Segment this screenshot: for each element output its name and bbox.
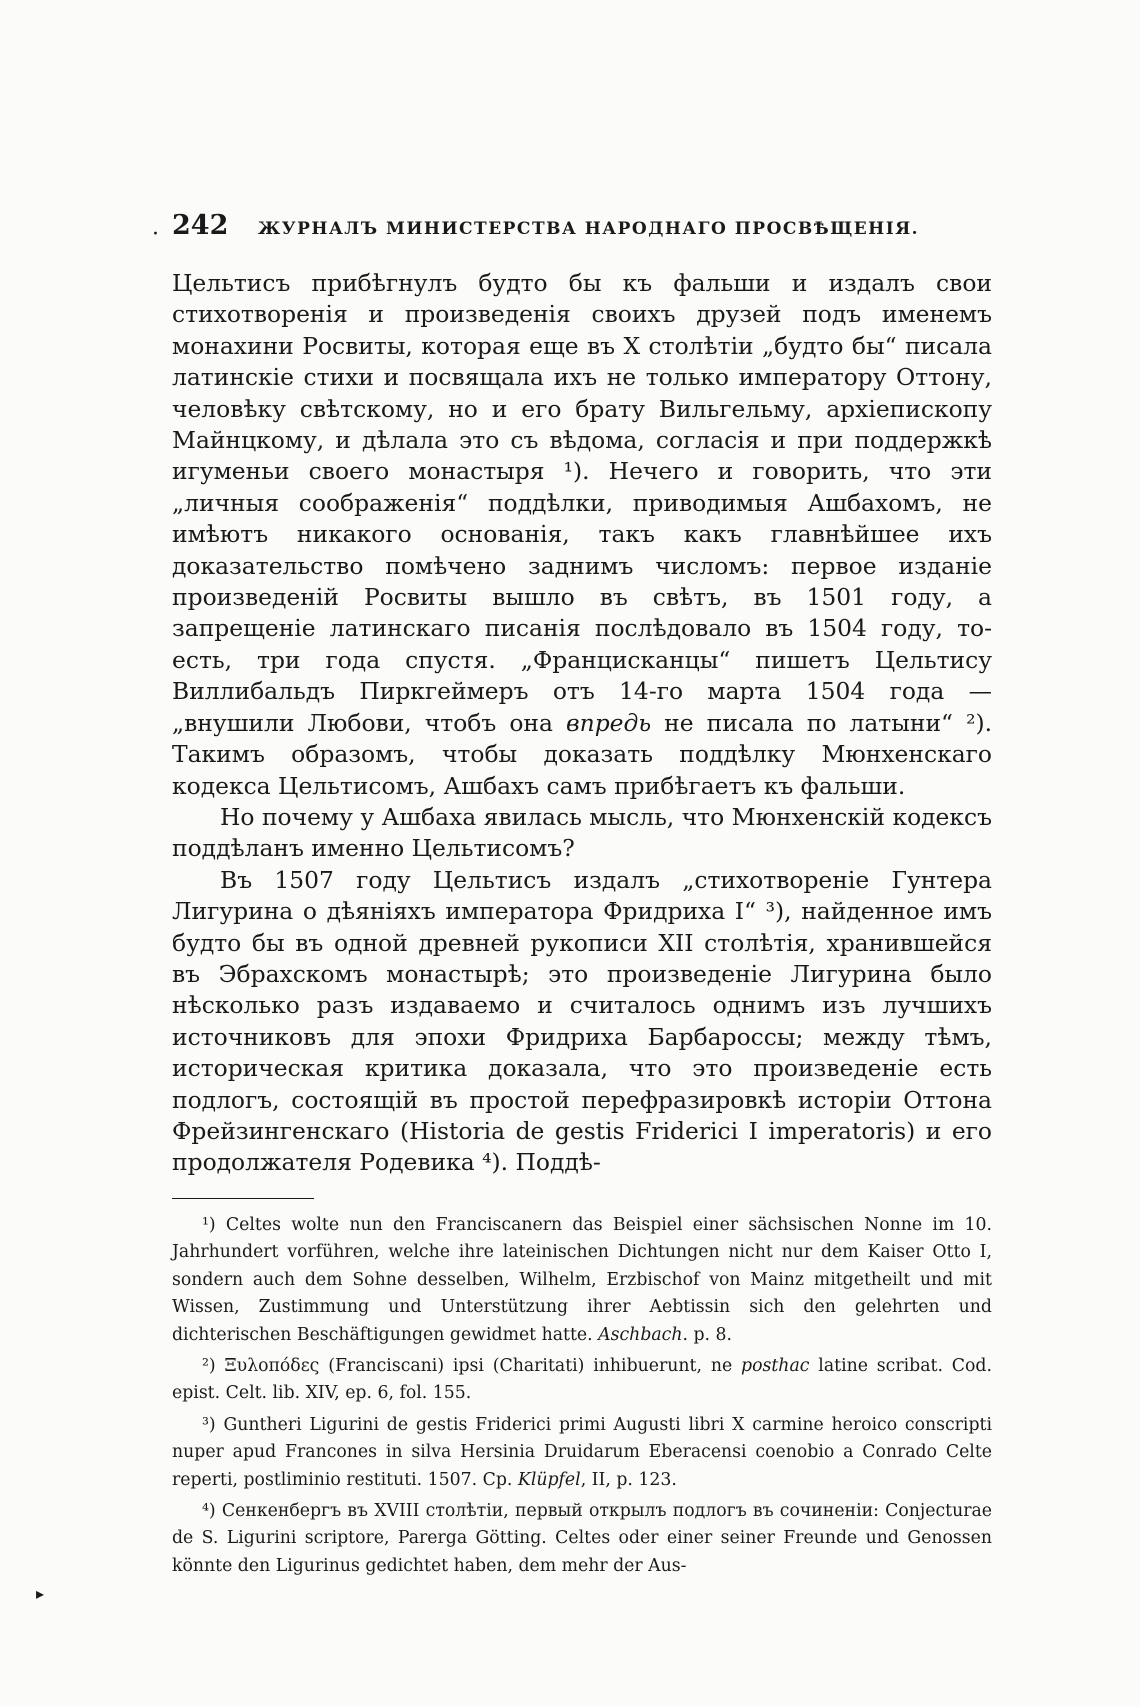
footnote-rule (172, 1198, 314, 1199)
running-head: ЖУРНАЛЪ МИНИСТЕРСТВА НАРОДНАГО ПРОСВѢЩЕНІЯ. (258, 219, 920, 239)
paragraph-1-emphasis: впредь (566, 708, 652, 737)
footnote-3-emphasis: Klüpfel (517, 1469, 581, 1490)
paragraph-2: Но почему у Ашбаха явилась мысль, что Мюнхенскій кодексъ поддѣланъ именно Цельтисомъ? (172, 802, 992, 863)
paragraph-1-text-a: Цельтисъ прибѣгнулъ будто бы къ фальши и издалъ свои стихотворенія и произведенія своихъ друзей подъ именемъ монахини Росвиты, которая еще въ X столѣтіи „будто бы“ писала латинскіе стихи и посвящала ихъ не только императору Оттону, человѣку свѣтскому, но и его брату Вильгельму, архіепископу Майнцкому, и дѣлала это съ вѣдома, согласія и при поддержкѣ игуменьи своего монастыря ¹). Нечего и говорить, что эти „личныя соображенія“ поддѣлки, приводимыя Ашбахомъ, не имѣютъ никакого основанія, такъ какъ главнѣйшее ихъ доказательство помѣчено заднимъ числомъ: первое изданіе произведеній Росвиты вышло въ свѣтъ, въ 1501 году, а запрещеніе латинскаго писанія послѣдовало въ 1504 году, то-есть, три года спустя. „Францисканцы“ пишетъ Цельтису Виллибальдъ Пиркгеймеръ отъ 14-го марта 1504 года — „внушили Любови, чтобъ она (172, 269, 992, 737)
main-text (172, 268, 992, 1179)
paragraph-1 (172, 268, 992, 802)
page-number: 242 (172, 210, 229, 241)
footnotes (172, 1212, 992, 1584)
margin-dot: · (152, 222, 159, 247)
footnote-2-text-a: ²) Ξυλοπόδες (Franciscani) ipsi (Charitati) inhibuerunt, ne (202, 1356, 742, 1377)
footnote-2 (172, 1353, 992, 1408)
margin-arrow: ▸ (36, 1584, 45, 1603)
footnote-1-text-a: ¹) Celtes wolte nun den Franciscanern das Beispiel einer sächsischen Nonne im 10. Jahrhundert vorführen, welche ihre lateinischen Dichtungen nicht nur dem Kaiser Otto I, sondern auch dem Sohne desselben, Wilhelm, Erzbischof von Mainz mitgetheilt und mit Wissen, Zustimmung und Unterstützung ihrer Aebtissin sich den gelehrten und dichterischen Beschäftigungen gewidmet hatte. (172, 1215, 992, 1345)
footnote-3-text-b: , II, p. 123. (580, 1469, 677, 1490)
footnote-4: ⁴) Сенкенбергъ въ XVIII столѣтіи, первый открылъ подлогъ въ сочиненіи: Conjecturae de S. Ligurini scriptore, Parerga Götting. Celtes oder einer seiner Freunde und Genossen könnte den Ligurinus gedichtet haben, dem mehr der Aus- (172, 1501, 992, 1576)
footnote-2-emphasis: posthac (741, 1356, 810, 1377)
footnote-3-text-a: ³) Guntheri Ligurini de gestis Friderici primi Augusti libri X carmine heroico conscripti nuper apud Francones in silva Hersinia Druidarum Eberacensi coenobio a Conrado Celte reperti, postliminio restituti. 1507. Cp. (172, 1414, 992, 1490)
footnote-2-text-b: latine scribat. Cod. epist. Celt. lib. XIV, ep. 6, fol. 155. (172, 1356, 992, 1404)
footnote-1-text-b: . p. 8. (682, 1324, 733, 1345)
page-header (172, 210, 992, 250)
paragraph-1-text-b: не писала по латыни“ ²). Такимъ образомъ, чтобы доказать поддѣлку Мюнхенскаго кодекса Цельтисомъ, Ашбахъ самъ прибѣгаетъ къ фальши. (172, 708, 993, 800)
paragraph-3: Въ 1507 году Цельтисъ издалъ „стихотвореніе Гунтера Лигурина о дѣяніяхъ императора Фридриха I“ ³), найденное имъ будто бы въ одной древней рукописи XII столѣтія, хранившейся въ Эбрахскомъ монастырѣ; это произведеніе Лигурина было нѣсколько разъ издаваемо и считалось однимъ изъ лучшихъ источниковъ для эпохи Фридриха Барбароссы; между тѣмъ, историческая критика доказала, что это произведеніе есть подлогъ, состоящій въ простой перефразировкѣ исторіи Оттона Фрейзингенскаго (Historia de gestis Friderici I imperatoris) и его продолжателя Родевика ⁴). Поддѣ- (172, 865, 992, 1177)
footnote-1 (172, 1212, 992, 1349)
footnote-1-emphasis: Aschbach (598, 1324, 683, 1345)
footnote-3 (172, 1412, 992, 1494)
